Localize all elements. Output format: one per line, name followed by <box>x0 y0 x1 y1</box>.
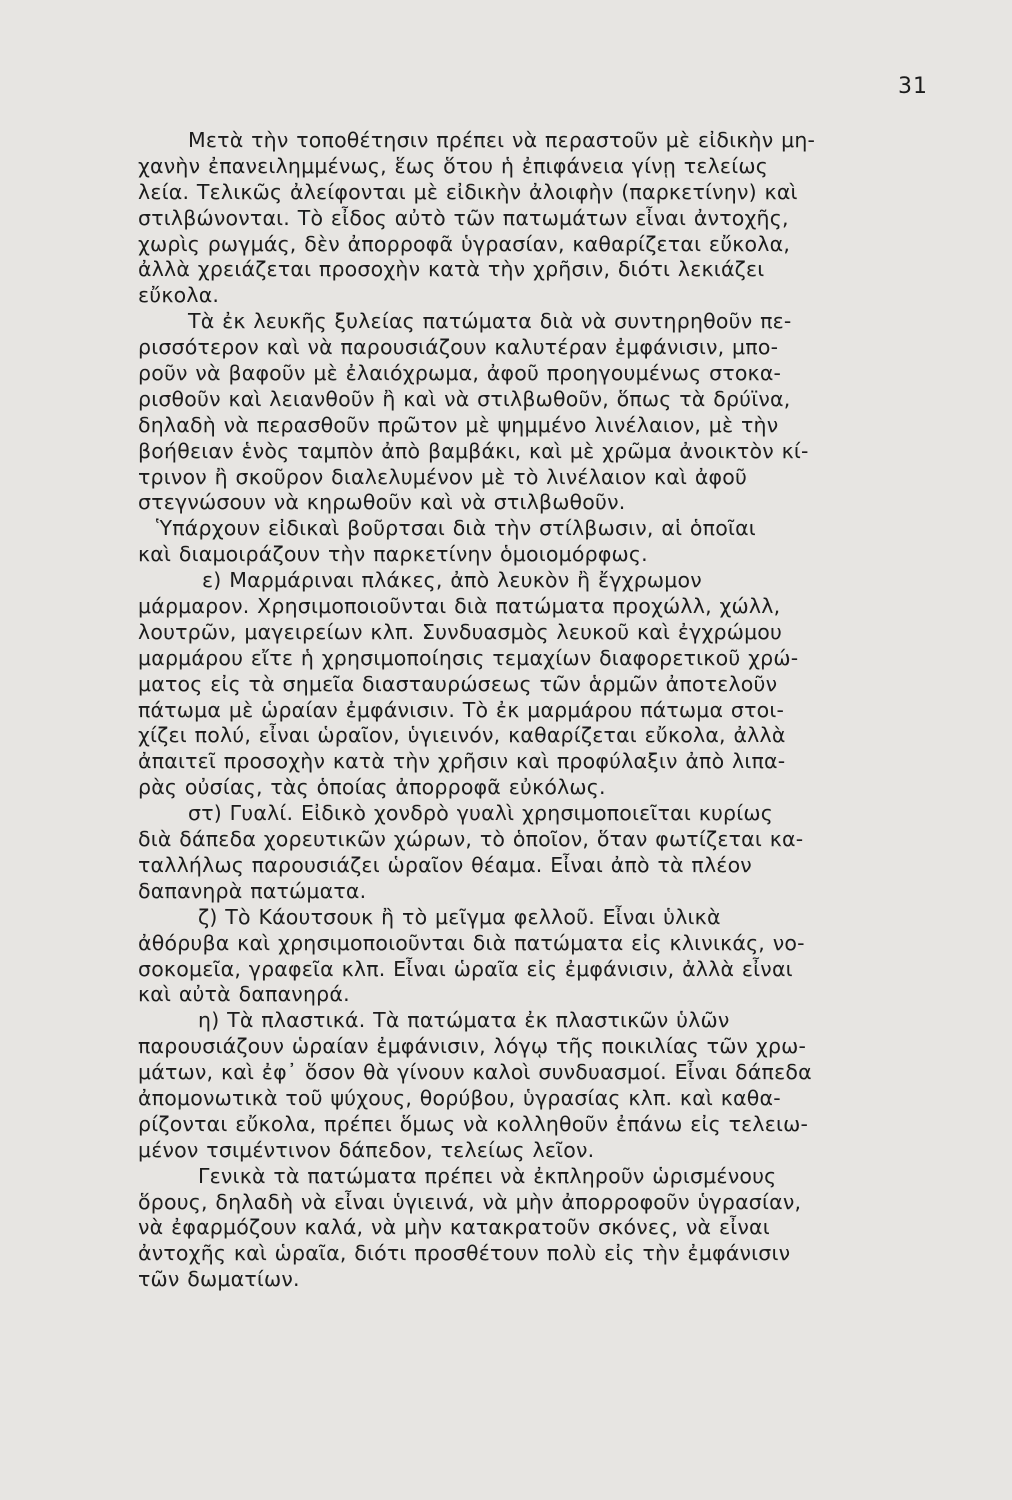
text-line: μάρμαρον. Χρησιμοποιοῦνται διὰ πατώματα προχώλλ, χώλλ, <box>138 594 781 619</box>
text-line: ἀπαιτεῖ προσοχὴν κατὰ τὴν χρῆσιν καὶ προφύλαξιν ἀπὸ λιπα- <box>138 749 786 774</box>
text-line: μαρμάρου εἴτε ἡ χρησιμοποίησις τεμαχίων διαφορετικοῦ χρώ- <box>138 645 799 670</box>
body-text <box>138 128 938 1293</box>
text-line: ρίζονται εὔκολα, πρέπει ὅμως νὰ κολληθοῦν ἐπάνω εἰς τελειω- <box>138 1111 809 1136</box>
text-line: ταλλήλως παρουσιάζει ὡραῖον θέαμα. Εἶναι ἀπὸ τὰ πλέον <box>138 852 752 877</box>
text-line: ματος εἰς τὰ σημεῖα διασταυρώσεως τῶν ἁρμῶν ἀποτελοῦν <box>138 671 778 696</box>
text-line: ρισσότερον καὶ νὰ παρουσιάζουν καλυτέραν ἐμφάνισιν, μπο- <box>138 335 779 360</box>
text-line: ὅρους, δηλαδὴ νὰ εἶναι ὑγιεινά, νὰ μὴν ἀπορροφοῦν ὑγρασίαν, <box>138 1189 802 1214</box>
text-line: ἀλλὰ χρειάζεται προσοχὴν κατὰ τὴν χρῆσιν, διότι λεκιάζει <box>138 257 765 282</box>
text-line: καὶ αὐτὰ δαπανηρά. <box>138 982 350 1007</box>
text-line: μάτων, καὶ ἐφ᾽ ὅσον θὰ γίνουν καλοὶ συνδυασμοί. Εἶναι δάπεδα <box>138 1060 812 1085</box>
text-line: εὔκολα. <box>138 283 220 308</box>
text-line: Μετὰ τὴν τοποθέτησιν πρέπει νὰ περαστοῦν μὲ εἰδικὴν μη- <box>188 128 816 152</box>
text-line: χίζει πολύ, εἶναι ὡραῖον, ὑγιεινόν, καθαρίζεται εὔκολα, ἀλλὰ <box>138 723 786 748</box>
text-line: δαπανηρὰ πατώματα. <box>138 878 367 903</box>
text-line: η) Τὰ πλαστικά. Τὰ πατώματα ἐκ πλαστικῶν ὑλῶν <box>198 1008 730 1033</box>
text-line: ρισθοῦν καὶ λειανθοῦν ἢ καὶ νὰ στιλβωθοῦν, ὅπως τὰ δρύϊνα, <box>138 386 791 411</box>
text-line: πάτωμα μὲ ὡραίαν ἐμφάνισιν. Τὸ ἐκ μαρμάρου πάτωμα στοι- <box>138 697 785 722</box>
text-line: ζ) Τὸ Κάουτσουκ ἢ τὸ μεῖγμα φελλοῦ. Εἶναι ὑλικὰ <box>198 904 721 929</box>
text-line: καὶ διαμοιράζουν τὴν παρκετίνην ὁμοιομόρφως. <box>138 542 648 567</box>
text-line: ρὰς οὐσίας, τὰς ὁποίας ἀπορροφᾶ εὐκόλως. <box>138 775 606 800</box>
text-line: διὰ δάπεδα χορευτικῶν χώρων, τὸ ὁποῖον, ὅταν φωτίζεται κα- <box>138 827 804 852</box>
text-line: τῶν δωματίων. <box>138 1267 300 1292</box>
page-number: 31 <box>898 74 928 99</box>
text-line: στιλβώνονται. Τὸ εἶδος αὐτὸ τῶν πατωμάτων εἶναι ἀντοχῆς, <box>138 205 789 230</box>
text-line: μένον τσιμέντινον δάπεδον, τελείως λεῖον. <box>138 1137 595 1162</box>
text-line: παρουσιάζουν ὡραίαν ἐμφάνισιν, λόγῳ τῆς ποικιλίας τῶν χρω- <box>138 1034 807 1059</box>
text-line: χανὴν ἐπανειλημμένως, ἕως ὅτου ἡ ἐπιφάνεια γίνῃ τελείως <box>138 153 768 178</box>
text-line: στ) Γυαλί. Εἰδικὸ χονδρὸ γυαλὶ χρησιμοποιεῖται κυρίως <box>188 801 773 826</box>
text-line: λουτρῶν, μαγειρείων κλπ. Συνδυασμὸς λευκοῦ καὶ ἐγχρώμου <box>138 619 783 644</box>
text-line: βοήθειαν ἑνὸς ταμπὸν ἀπὸ βαμβάκι, καὶ μὲ χρῶμα ἀνοικτὸν κί- <box>138 438 809 463</box>
text-line: Γενικὰ τὰ πατώματα πρέπει νὰ ἐκπληροῦν ὡρισμένους <box>198 1163 777 1188</box>
text-line: ἀπομονωτικὰ τοῦ ψύχους, θορύβου, ὑγρασίας κλπ. καὶ καθα- <box>138 1085 781 1110</box>
text-line: Ὑπάρχουν εἰδικαὶ βοῦρτσαι διὰ τὴν στίλβωσιν, αἱ ὁποῖαι <box>156 516 756 541</box>
text-line: νὰ ἐφαρμόζουν καλά, νὰ μὴν κατακρατοῦν σκόνες, νὰ εἶναι <box>138 1215 770 1240</box>
text-line: στεγνώσουν νὰ κηρωθοῦν καὶ νὰ στιλβωθοῦν. <box>138 490 626 515</box>
text-line: ἀθόρυβα καὶ χρησιμοποιοῦνται διὰ πατώματα εἰς κλινικάς, νο- <box>138 930 805 955</box>
text-line: δηλαδὴ νὰ περασθοῦν πρῶτον μὲ ψημμένο λινέλαιον, μὲ τὴν <box>138 412 779 437</box>
text-line: τρινον ἢ σκοῦρον διαλελυμένον μὲ τὸ λινέλαιον καὶ ἀφοῦ <box>138 464 748 489</box>
text-line: ροῦν νὰ βαφοῦν μὲ ἐλαιόχρωμα, ἀφοῦ προηγουμένως στοκα- <box>138 361 782 386</box>
text-line: ε) Μαρμάριναι πλάκες, ἀπὸ λευκὸν ἢ ἔγχρωμον <box>202 568 702 593</box>
text-line: χωρὶς ρωγμάς, δὲν ἀπορροφᾶ ὑγρασίαν, καθαρίζεται εὔκολα, <box>138 231 791 256</box>
text-line: λεία. Τελικῶς ἀλείφονται μὲ εἰδικὴν ἀλοιφὴν (παρκετίνην) καὶ <box>138 179 798 204</box>
text-line: ἀντοχῆς καὶ ὡραῖα, διότι προσθέτουν πολὺ εἰς τὴν ἐμφάνισιν <box>138 1241 791 1266</box>
text-line: σοκομεῖα, γραφεῖα κλπ. Εἶναι ὡραῖα εἰς ἐμφάνισιν, ἀλλὰ εἶναι <box>138 956 793 981</box>
text-line: Τὰ ἐκ λευκῆς ξυλείας πατώματα διὰ νὰ συντηρηθοῦν πε- <box>188 309 792 334</box>
